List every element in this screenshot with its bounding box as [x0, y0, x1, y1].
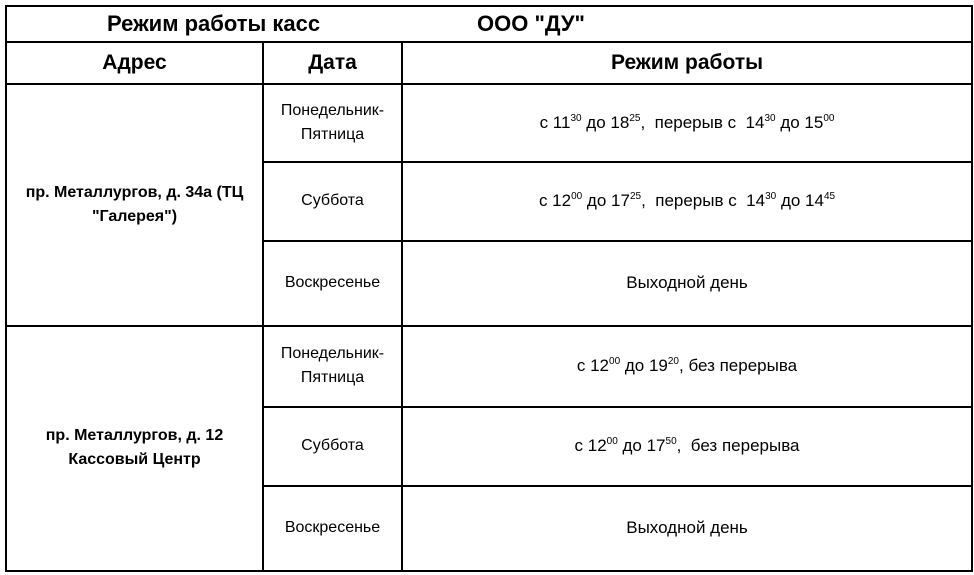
address-line: пр. Металлургов, д. 12: [45, 427, 224, 445]
minutes-superscript: 20: [667, 356, 679, 368]
document-title: Режим работы касс: [107, 11, 321, 36]
minutes-superscript: 25: [629, 191, 642, 203]
hours-cell: [402, 326, 972, 407]
day-label: Понедельник-: [280, 101, 385, 119]
hours-cell: Выходной день: [402, 241, 972, 326]
day-label: Суббота: [301, 192, 364, 210]
table-row: [6, 84, 972, 162]
schedule-table: [5, 5, 973, 572]
hours-text: до 17: [582, 191, 630, 211]
hours-text: до 18: [581, 112, 630, 132]
minutes-superscript: 45: [823, 191, 836, 203]
minutes-superscript: 30: [764, 112, 776, 124]
title-cell: [6, 6, 972, 42]
hours-cell: [402, 162, 972, 241]
day-label: Пятница: [300, 369, 365, 387]
minutes-superscript: 30: [570, 112, 582, 124]
minutes-superscript: 00: [609, 356, 621, 368]
address-cell: [6, 326, 263, 571]
minutes-superscript: 00: [823, 112, 835, 124]
day-label: Суббота: [301, 437, 364, 455]
day-label: Воскресенье: [284, 519, 381, 537]
hours-text: до 17: [617, 436, 666, 456]
address-line: "Галерея"): [91, 207, 178, 225]
day-cell: [263, 326, 402, 407]
column-header-address: Адрес: [6, 42, 263, 84]
table-row: [6, 326, 972, 407]
address-line: пр. Металлургов, д. 34а (ТЦ: [25, 183, 244, 201]
minutes-superscript: 30: [765, 191, 777, 203]
title-row: [6, 6, 972, 42]
column-header-hours: Режим работы: [402, 42, 972, 84]
hours-text: до 14: [776, 191, 824, 211]
minutes-superscript: 00: [571, 191, 583, 203]
day-cell: [263, 407, 402, 486]
day-cell: [263, 162, 402, 241]
hours-text: с 12: [574, 436, 607, 456]
address-cell: [6, 84, 263, 326]
hours-cell: [402, 84, 972, 162]
hours-cell: Выходной день: [402, 486, 972, 571]
hours-text: , без перерыва: [676, 436, 800, 456]
column-header-date: Дата: [263, 42, 402, 84]
day-cell: [263, 84, 402, 162]
hours-text: с 12: [576, 356, 610, 376]
minutes-superscript: 50: [665, 436, 677, 448]
day-cell: [263, 241, 402, 326]
day-label: Воскресенье: [284, 274, 381, 292]
day-label: Понедельник-: [280, 345, 385, 363]
address-line: Кассовый Центр: [68, 451, 201, 469]
minutes-superscript: 00: [606, 436, 618, 448]
day-label: Пятница: [300, 125, 365, 143]
hours-text: , перерыв с 14: [640, 112, 765, 132]
hours-text: до 15: [775, 112, 824, 132]
minutes-superscript: 25: [629, 112, 641, 124]
hours-text: с 11: [539, 112, 571, 132]
company-name: ООО "ДУ": [477, 11, 585, 36]
hours-text: с 12: [538, 191, 572, 211]
hours-text: , без перерыва: [679, 356, 798, 376]
hours-cell: [402, 407, 972, 486]
hours-text: до 19: [620, 356, 668, 376]
day-cell: [263, 486, 402, 571]
header-row: [6, 42, 972, 84]
hours-text: , перерыв с 14: [641, 191, 766, 211]
